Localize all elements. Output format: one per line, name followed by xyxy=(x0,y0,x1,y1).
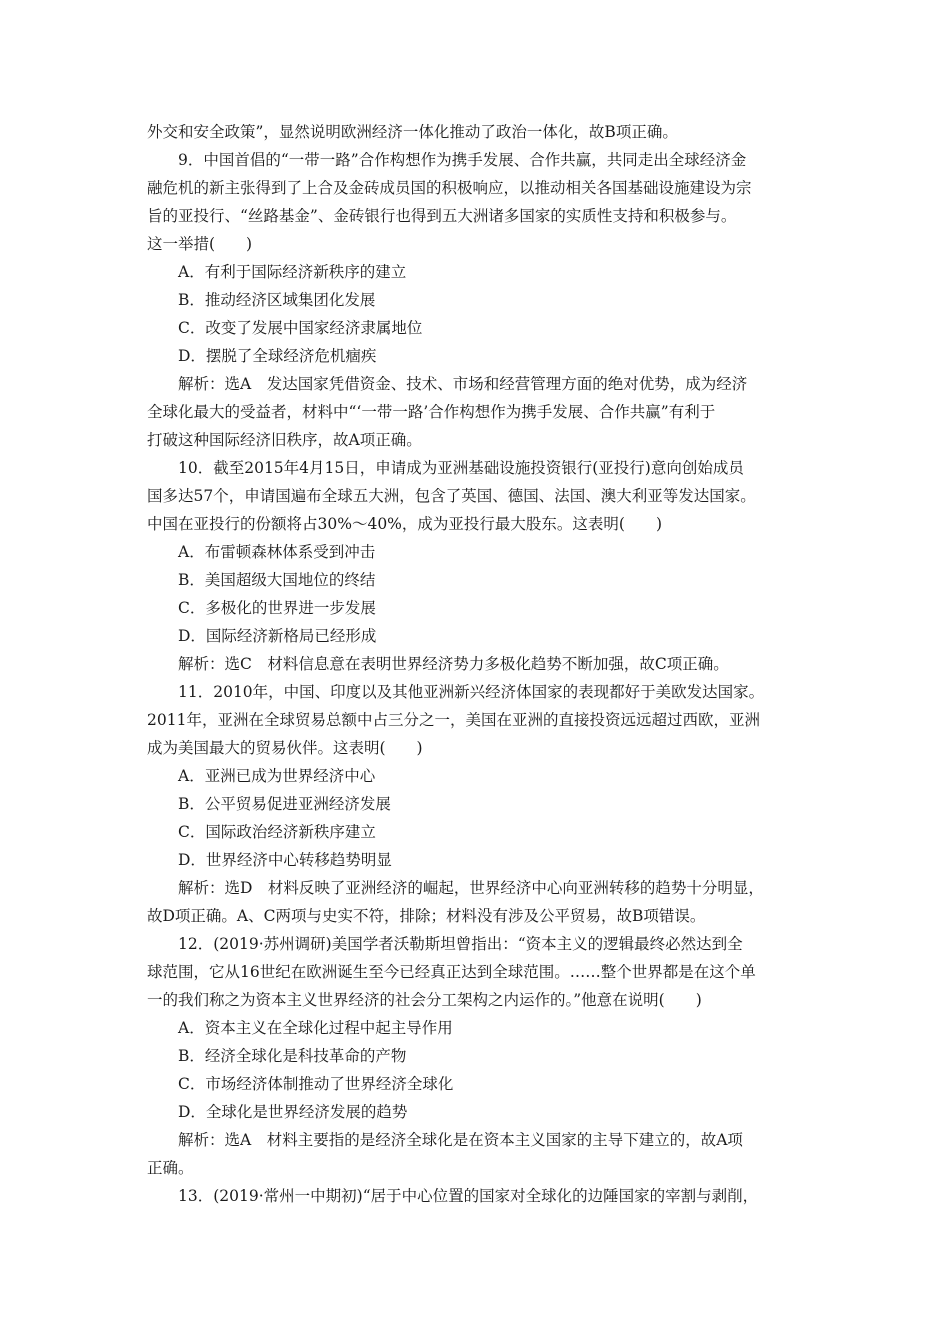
text-line: 成为美国最大的贸易伙伴。这表明( ) xyxy=(147,739,423,757)
text-line: 融危机的新主张得到了上合及金砖成员国的积极响应，以推动相关各国基础设施建设为宗 xyxy=(147,179,752,197)
text-line: A．有利于国际经济新秩序的建立 xyxy=(178,263,407,281)
text-line: B．经济全球化是科技革命的产物 xyxy=(178,1047,407,1065)
text-line: 中国在亚投行的份额将占30%～40%，成为亚投行最大股东。这表明( ) xyxy=(147,515,662,533)
text-line: 解析：选A 材料主要指的是经济全球化是在资本主义国家的主导下建立的，故A项 xyxy=(178,1131,743,1149)
text-line: D．全球化是世界经济发展的趋势 xyxy=(178,1103,408,1121)
text-line: D．摆脱了全球经济危机痼疾 xyxy=(178,347,377,365)
text-line: 国多达57个，申请国遍布全球五大洲，包含了英国、德国、法国、澳大利亚等发达国家。 xyxy=(147,487,756,505)
text-line: C．国际政治经济新秩序建立 xyxy=(178,823,376,841)
text-line: B．美国超级大国地位的终结 xyxy=(178,571,376,589)
text-line: 一的我们称之为资本主义世界经济的社会分工架构之内运作的。”他意在说明( ) xyxy=(147,991,702,1009)
text-line: A．布雷顿森林体系受到冲击 xyxy=(178,543,376,561)
text-line: 解析：选C 材料信息意在表明世界经济势力多极化趋势不断加强，故C项正确。 xyxy=(178,655,729,673)
text-line: 11．2010年，中国、印度以及其他亚洲新兴经济体国家的表现都好于美欧发达国家。 xyxy=(178,683,765,701)
text-line: D．国际经济新格局已经形成 xyxy=(178,627,377,645)
text-line: 外交和安全政策”，显然说明欧洲经济一体化推动了政治一体化，故B项正确。 xyxy=(147,123,678,141)
text-line: 9．中国首倡的“一带一路”合作构想作为携手发展、合作共赢，共同走出全球经济金 xyxy=(178,151,747,169)
text-line: C．市场经济体制推动了世界经济全球化 xyxy=(178,1075,454,1093)
text-line: 解析：选A 发达国家凭借资金、技术、市场和经营管理方面的绝对优势，成为经济 xyxy=(178,375,748,393)
text-line: C．多极化的世界进一步发展 xyxy=(178,599,376,617)
text-line: 旨的亚投行、“丝路基金”、金砖银行也得到五大洲诸多国家的实质性支持和积极参与。 xyxy=(147,207,737,225)
text-line: 故D项正确。A、C两项与史实不符，排除；材料没有涉及公平贸易，故B项错误。 xyxy=(147,907,706,925)
text-line: 球范围，它从16世纪在欧洲诞生至今已经真正达到全球范围。……整个世界都是在这个单 xyxy=(147,963,756,981)
text-line: 10．截至2015年4月15日，申请成为亚洲基础设施投资银行(亚投行)意向创始成员 xyxy=(178,459,744,477)
text-line: 12．(2019·苏州调研)美国学者沃勒斯坦曾指出：“资本主义的逻辑最终必然达到全 xyxy=(178,935,743,953)
document-body xyxy=(147,118,812,1210)
text-line: 13．(2019·常州一中期初)“居于中心位置的国家对全球化的边陲国家的宰割与剥削， xyxy=(178,1187,759,1205)
text-line: D．世界经济中心转移趋势明显 xyxy=(178,851,392,869)
text-line: C．改变了发展中国家经济隶属地位 xyxy=(178,319,423,337)
text-line: B．公平贸易促进亚洲经济发展 xyxy=(178,795,391,813)
text-line: B．推动经济区域集团化发展 xyxy=(178,291,376,309)
text-line: 这一举措( ) xyxy=(147,235,253,253)
text-line: A．资本主义在全球化过程中起主导作用 xyxy=(178,1019,453,1037)
text-line: 全球化最大的受益者，材料中“‘一带一路’合作构想作为携手发展、合作共赢”有利于 xyxy=(147,403,716,421)
text-line: 打破这种国际经济旧秩序，故A项正确。 xyxy=(147,431,422,449)
text-line: 正确。 xyxy=(147,1159,194,1177)
text-line: 解析：选D 材料反映了亚洲经济的崛起，世界经济中心向亚洲转移的趋势十分明显， xyxy=(178,879,764,897)
text-line: 2011年，亚洲在全球贸易总额中占三分之一，美国在亚洲的直接投资远远超过西欧，亚洲 xyxy=(147,711,760,729)
text-line: A．亚洲已成为世界经济中心 xyxy=(178,767,376,785)
